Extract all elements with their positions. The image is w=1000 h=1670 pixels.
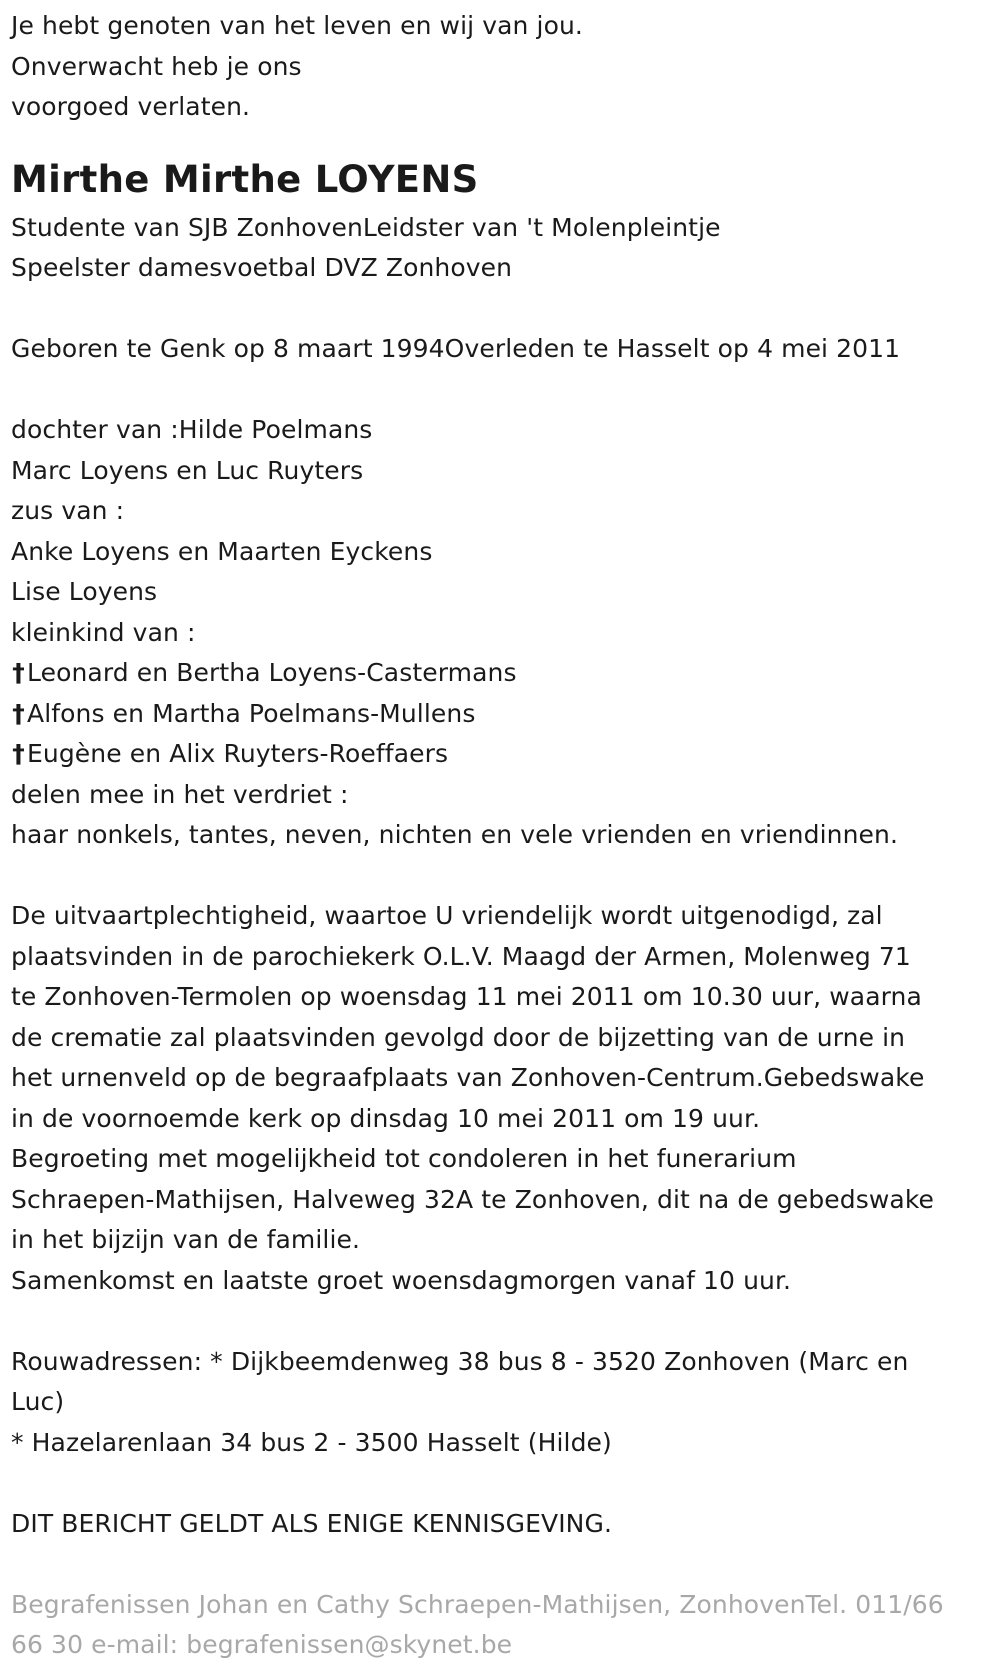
grandparents-names: Alfons en Martha Poelmans-Mullens: [27, 698, 476, 728]
ceremony-line: Begroeting met mogelijkheid tot condoleren in het funerarium: [11, 1144, 797, 1173]
role-line: Studente van SJB ZonhovenLeidster van 't Molenpleintje: [11, 212, 721, 242]
address-line: Luc): [11, 1387, 65, 1416]
ceremony-line: te Zonhoven-Termolen op woensdag 11 mei 2011 om 10.30 uur, waarna: [11, 982, 922, 1011]
footer-line: 66 30 e-mail: begrafenissen@skynet.be: [11, 1630, 513, 1659]
grandparents-line: [11, 694, 990, 735]
grandchild-of-label: kleinkind van :: [11, 617, 196, 647]
cross-icon: †: [12, 698, 25, 728]
deceased-roles: [11, 208, 990, 289]
notice-line: DIT BERICHT GELDT ALS ENIGE KENNISGEVING.: [11, 1508, 612, 1538]
ceremony-line: De uitvaartplechtigheid, waartoe U vriendelijk wordt uitgenodigd, zal: [11, 901, 883, 930]
ceremony-line: in de voornoemde kerk op dinsdag 10 mei 2011 om 19 uur.: [11, 1103, 761, 1133]
ceremony-paragraph: [11, 896, 990, 1301]
grandparents-line: [11, 653, 990, 694]
cross-icon: †: [12, 658, 25, 687]
sibling-line: Anke Loyens en Maarten Eyckens: [11, 536, 433, 566]
role-line: Speelster damesvoetbal DVZ Zonhoven: [11, 253, 513, 282]
sister-of-label: zus van :: [11, 496, 125, 525]
family-section: [11, 410, 990, 856]
deceased-name: Mirthe Mirthe LOYENS: [11, 157, 479, 201]
grandparents-names: Leonard en Bertha Loyens-Castermans: [27, 658, 517, 687]
ceremony-line: de crematie zal plaatsvinden gevolgd door de bijzetting van de urne in: [11, 1022, 906, 1052]
grandparents-names: Eugène en Alix Ruyters-Roeffaers: [27, 739, 449, 768]
intro-line: Onverwacht heb je ons: [11, 51, 302, 81]
sibling-line: Lise Loyens: [11, 577, 158, 606]
share-grief-label: delen mee in het verdriet :: [11, 779, 349, 809]
intro-line: voorgoed verlaten.: [11, 92, 251, 121]
ceremony-line: het urnenveld op de begraafplaats van Zonhoven-Centrum.Gebedswake: [11, 1063, 925, 1092]
parents-line: Marc Loyens en Luc Ruyters: [11, 455, 364, 485]
address-line: Rouwadressen: * Dijkbeemdenweg 38 bus 8 - 3520 Zonhoven (Marc en: [11, 1346, 909, 1376]
address-line: * Hazelarenlaan 34 bus 2 - 3500 Hasselt (Hilde): [11, 1427, 612, 1457]
daughter-of-line: dochter van :Hilde Poelmans: [11, 415, 373, 444]
intro-line: Je hebt genoten van het leven en wij van jou.: [11, 11, 583, 40]
share-grief-list: haar nonkels, tantes, neven, nichten en vele vrienden en vriendinnen.: [11, 820, 898, 849]
ceremony-line: Schraepen-Mathijsen, Halveweg 32A te Zonhoven, dit na de gebedswake: [11, 1184, 935, 1214]
ceremony-line: in het bijzijn van de familie.: [11, 1225, 361, 1254]
cross-icon: †: [12, 739, 25, 768]
ceremony-line: plaatsvinden in de parochiekerk O.L.V. Maagd der Armen, Molenweg 71: [11, 941, 911, 971]
intro-verse: [11, 6, 990, 128]
footer-line: Begrafenissen Johan en Cathy Schraepen-Mathijsen, ZonhovenTel. 011/66: [11, 1589, 944, 1619]
birth-death-line: Geboren te Genk op 8 maart 1994Overleden te Hasselt op 4 mei 2011: [11, 334, 901, 363]
ceremony-line: Samenkomst en laatste groet woensdagmorgen vanaf 10 uur.: [11, 1265, 792, 1295]
mourning-addresses: [11, 1342, 990, 1464]
funeral-home-footer: [11, 1585, 990, 1666]
grandparents-line: [11, 734, 990, 775]
